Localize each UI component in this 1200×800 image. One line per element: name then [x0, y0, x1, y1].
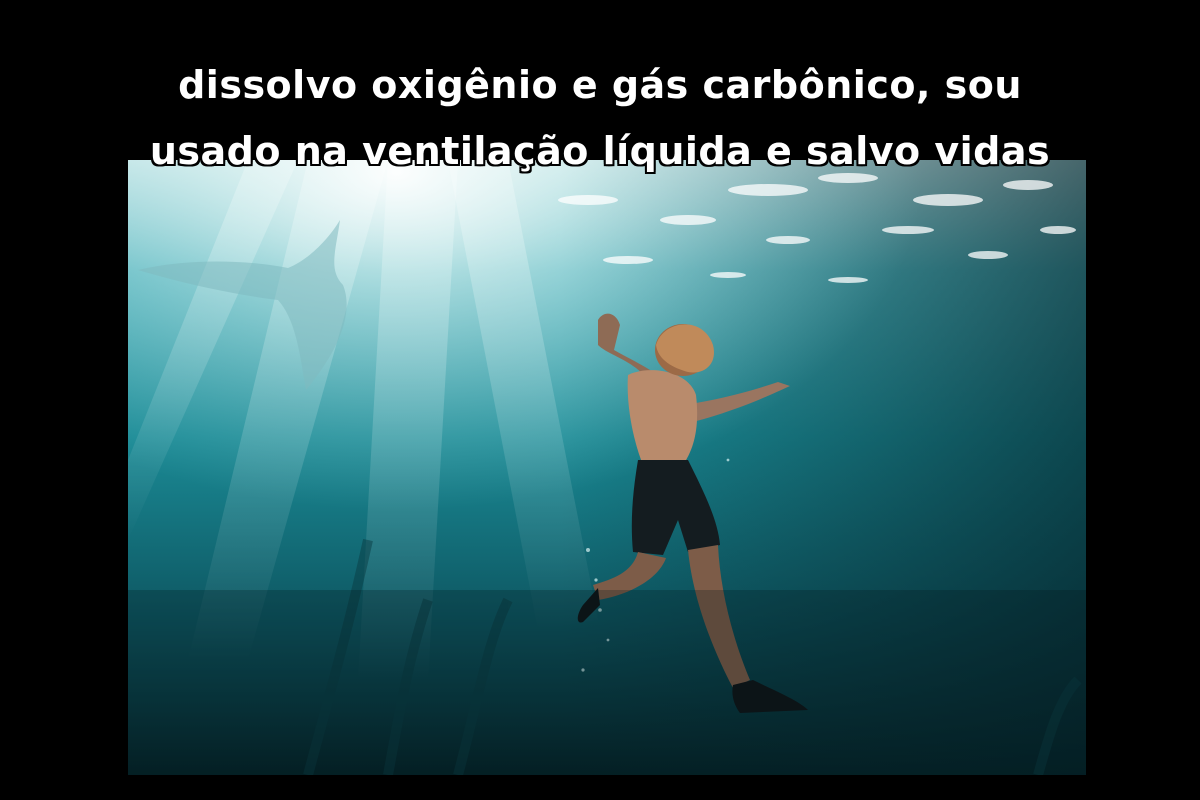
caption-line-2: usado na ventilação líquida e salvo vidas — [149, 129, 1051, 173]
caption-line-1: dissolvo oxigênio e gás carbônico, sou — [178, 63, 1022, 107]
underwater-photo — [128, 160, 1086, 775]
meme-caption — [0, 52, 1200, 184]
